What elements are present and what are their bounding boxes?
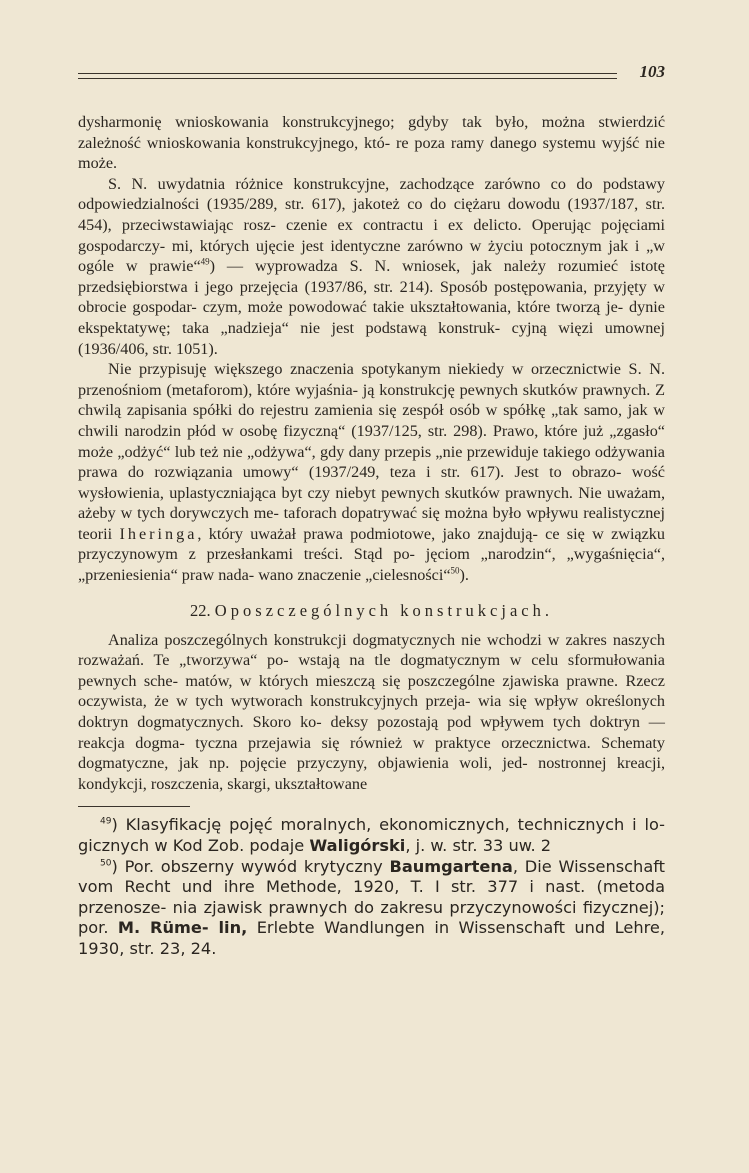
- paragraph-2: S. N. uwydatnia różnice konstrukcyjne, zachodzące zarówno co do podstawy odpowiedzialności (1935/289, str. 617), jakoteż co do ciężaru dowodu (1937/187, str. 454), przeciwstawiając rosz- czenie ex contractu i ex delicto. Operując pojęciami gospodarczy- mi, których ujęcie jest identyczne zarówno w życiu potocznym jak i „w ogóle w prawie“$^{49}$) — wyprowadza S. N. wniosek, jak należy rozumieć istotę przedsiębiorstwa i jego przejęcia (1937/86, str. 214). Sposób postępowania, przyjęty w obrocie gospodar- czym, może powodować takie ukształtowania, które tworzą je- dynie ekspektatywę; taka „nadzieja“ nie jest podstawą konstruk- cyjną więzi umownej (1936/406, str. 1051).: [78, 174, 665, 358]
- author-name-rumelin: M. Rüme- lin,: [117, 918, 248, 938]
- paragraph-4: Analiza poszczególnych konstrukcji dogmatycznych nie wchodzi w zakres naszych rozważań. Te „tworzywa“ po- wstają na tle dogmatycznym w celu sformułowania pewnych sche- matów, w których mieszczą się poszczególne zjawiska prawne. Rzecz oczywista, że w tych wytworach konstrukcyjnych przeja- wia się wpływ określonych doktryn dogmatycznych. Skoro ko- deksy pozostają pod wpływem tych doktryn — reakcja dogma- tyczna przejawia się również w praktyce orzecznictwa. Schematy dogmatyczne, jak np. pojęcie przyczyny, objawienia woli, jed- nostronnej kreacji, kondykcji, roszczenia, skargi, ukształtowane: [78, 630, 665, 793]
- paragraph-1: dysharmonię wnioskowania konstrukcyjnego; gdyby tak było, można stwierdzić zależność wnioskowania konstrukcyjnego, któ- re poza ramy danego systemu wyjść nie może.: [78, 113, 665, 173]
- footnote-49: $^{49}$) Klasyfikację pojęć moralnych, ekonomicznych, technicznych i lo- gicznych w Kod Zob. podaje Waligórski, j. w. str. 33 uw. 2: [78, 815, 665, 855]
- header-rule-thin: [78, 78, 617, 79]
- author-name-ihering: Iheringa: [119, 524, 198, 543]
- section-title: poszczególnych konstrukcjach.: [230, 600, 553, 620]
- section-heading: [78, 600, 665, 622]
- footnote-ref-49: 49: [200, 256, 210, 267]
- paragraph-3: Nie przypisuję większego znaczenia spotykanym niekiedy w orzecznictwie S. N. przenośniom (metaforom), które wyjaśnia- ją konstrukcję pewnych skutków prawnych. Z chwilą zapisania spółki do rejestru zamienia się zespół osób w spółkę „tak samo, jak w chwili narodzin płód w osobę fizyczną“ (1937/125, str. 298). Prawo, które już „zgasło“ może „odżyć“ lub też nie „odżywa“, gdy dany przepis „nie przewiduje takiego odżywania prawa do rozwiązania umowy“ (1937/249, teza i str. 617). Jest to obrazo- wość wysłowienia, uplastyczniająca byt czy niebyt pewnych skutków prawnych. Nie uważam, ażeby w tych dorywczych me- taforach dopatrywać się można było wpływu realistycznej teorii Iheringa, który uważał prawa podmiotowe, jako znajdują- ce się w związku przyczynowym z przesłankami treści. Stąd po- jęciom „narodzin“, „wygaśnięcia“, „przeniesienia“ praw nada- wano znaczenie „cielesności“$^{50}$).: [78, 360, 665, 585]
- footnote-ref-50: 50: [450, 565, 460, 576]
- page-body: [78, 112, 665, 960]
- header-rule: [78, 73, 617, 74]
- author-name-waligorski: Waligórski: [309, 836, 406, 855]
- page-header: [78, 62, 665, 88]
- section-number: 22. O: [190, 600, 227, 620]
- footnote-50: $^{50}$) Por. obszerny wywód krytyczny Baumgartena, Die Wissenschaft vom Recht und ihre Methode, 1920, T. I str. 377 i nast. (metoda przenosze- nia zjawisk prawnych do zakresu przyczynowości fizycznej); por. M. Rüme- lin, Erlebte Wandlungen in Wissenschaft und Lehre, 1930, str. 23, 24.: [78, 856, 665, 958]
- author-name-baumgarten: Baumgartena: [389, 856, 513, 876]
- page-number: 103: [639, 62, 665, 81]
- footnote-separator: [78, 806, 190, 807]
